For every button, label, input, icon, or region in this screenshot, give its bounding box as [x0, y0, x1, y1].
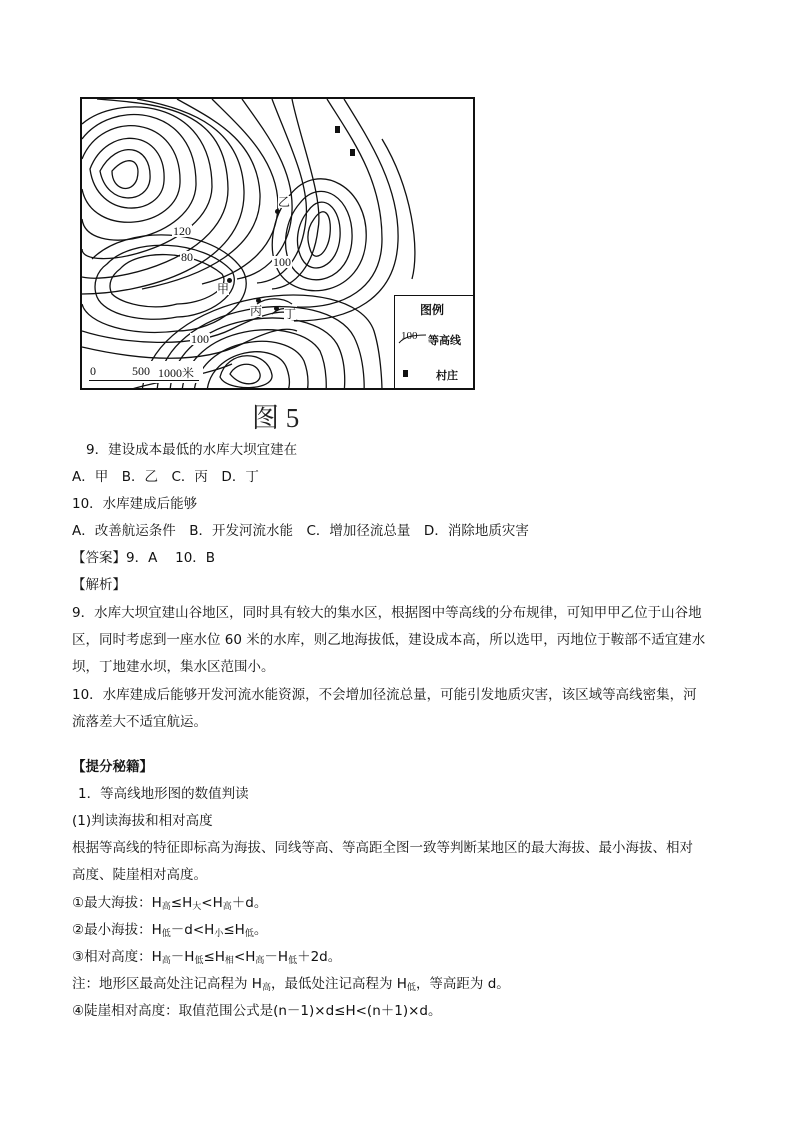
tips-paragraph-line: 根据等高线的特征即标高为海拔、同线等高、等高距全图一致等判断某地区的最大海拔、最小海拔、相对	[72, 840, 693, 856]
question-9-options: A．甲 B．乙 C．丙 D．丁	[72, 469, 259, 485]
legend-village-label: 村庄	[436, 369, 458, 382]
analysis-9-line: 9．水库大坝宜建山谷地区，同时具有较大的集水区，根据图中等高线的分布规律，可知甲甲乙位于山谷地	[72, 605, 702, 621]
analysis-10-line: 10．水库建成后能够开发河流水能资源，不会增加径流总量，可能引发地质灾害，该区域等高线密集，河	[72, 687, 697, 703]
formula-relative-height: ③相对高度：H高－H低≤H相<H高－H低＋2d。	[72, 949, 342, 966]
figure-caption: 图 5	[252, 403, 300, 433]
legend-title: 图例	[420, 303, 445, 317]
legend-contour-value: 100	[401, 330, 418, 342]
tips-heading: 【提分秘籍】	[72, 759, 153, 775]
question-10-options: A．改善航运条件 B．开发河流水能 C．增加径流总量 D．消除地质灾害	[72, 523, 529, 539]
tips-section-heading: 1．等高线地形图的数值判读	[78, 786, 249, 802]
contour-label: 100	[191, 332, 209, 346]
tips-paragraph-line: 高度、陡崖相对高度。	[72, 867, 207, 883]
village-icon	[403, 370, 408, 377]
answer-line	[72, 549, 215, 567]
contour-label: 120	[173, 224, 191, 238]
point-marker	[275, 209, 280, 214]
map-legend	[394, 295, 474, 390]
point-marker	[274, 306, 279, 311]
formula-note: 注：地形区最高处注记高程为 H高，最低处注记高程为 H低，等高距为 d。	[72, 976, 510, 993]
formula-min-altitude: ②最小海拔：H低－d<H小≤H低。	[72, 922, 268, 939]
contour-label: 100	[273, 255, 291, 269]
village-marker	[350, 149, 355, 156]
formula-max-altitude: ①最大海拔：H高≤H大<H高＋d。	[72, 895, 268, 912]
village-marker	[335, 126, 340, 133]
analysis-9-line: 坝，丁地建水坝，集水区范围小。	[72, 659, 275, 675]
analysis-10-line: 流落差大不适宜航运。	[72, 714, 207, 730]
answer-text: 9．A 10．B	[126, 550, 216, 566]
formula-cliff-height: ④陡崖相对高度：取值范围公式是(n－1)×d≤H<(n＋1)×d。	[72, 1003, 442, 1019]
analysis-label: 【解析】	[72, 577, 126, 593]
analysis-9-line: 区，同时考虑到一座水位 60 米的水库，则乙地海拔低，建设成本高，所以选甲，丙地位于鞍部不适宜建水	[72, 632, 706, 648]
place-label-yi: 乙	[278, 195, 291, 209]
legend-contour-label: 等高线	[428, 334, 461, 347]
place-label-jia: 甲	[217, 282, 230, 296]
point-marker	[256, 298, 261, 303]
question-9-stem: 9．建设成本最低的水库大坝宜建在	[86, 442, 298, 458]
scale-bar: 0 500 1000米	[85, 361, 203, 383]
answer-label: 【答案】	[72, 550, 126, 566]
contour-label: 80	[181, 250, 193, 264]
question-10-stem: 10．水库建成后能够	[72, 496, 198, 512]
contour-map	[80, 97, 475, 390]
place-label-bing: 丙	[250, 304, 263, 318]
place-label-ding: 丁	[284, 307, 297, 321]
tips-subheading: (1)判读海拔和相对高度	[72, 813, 213, 829]
